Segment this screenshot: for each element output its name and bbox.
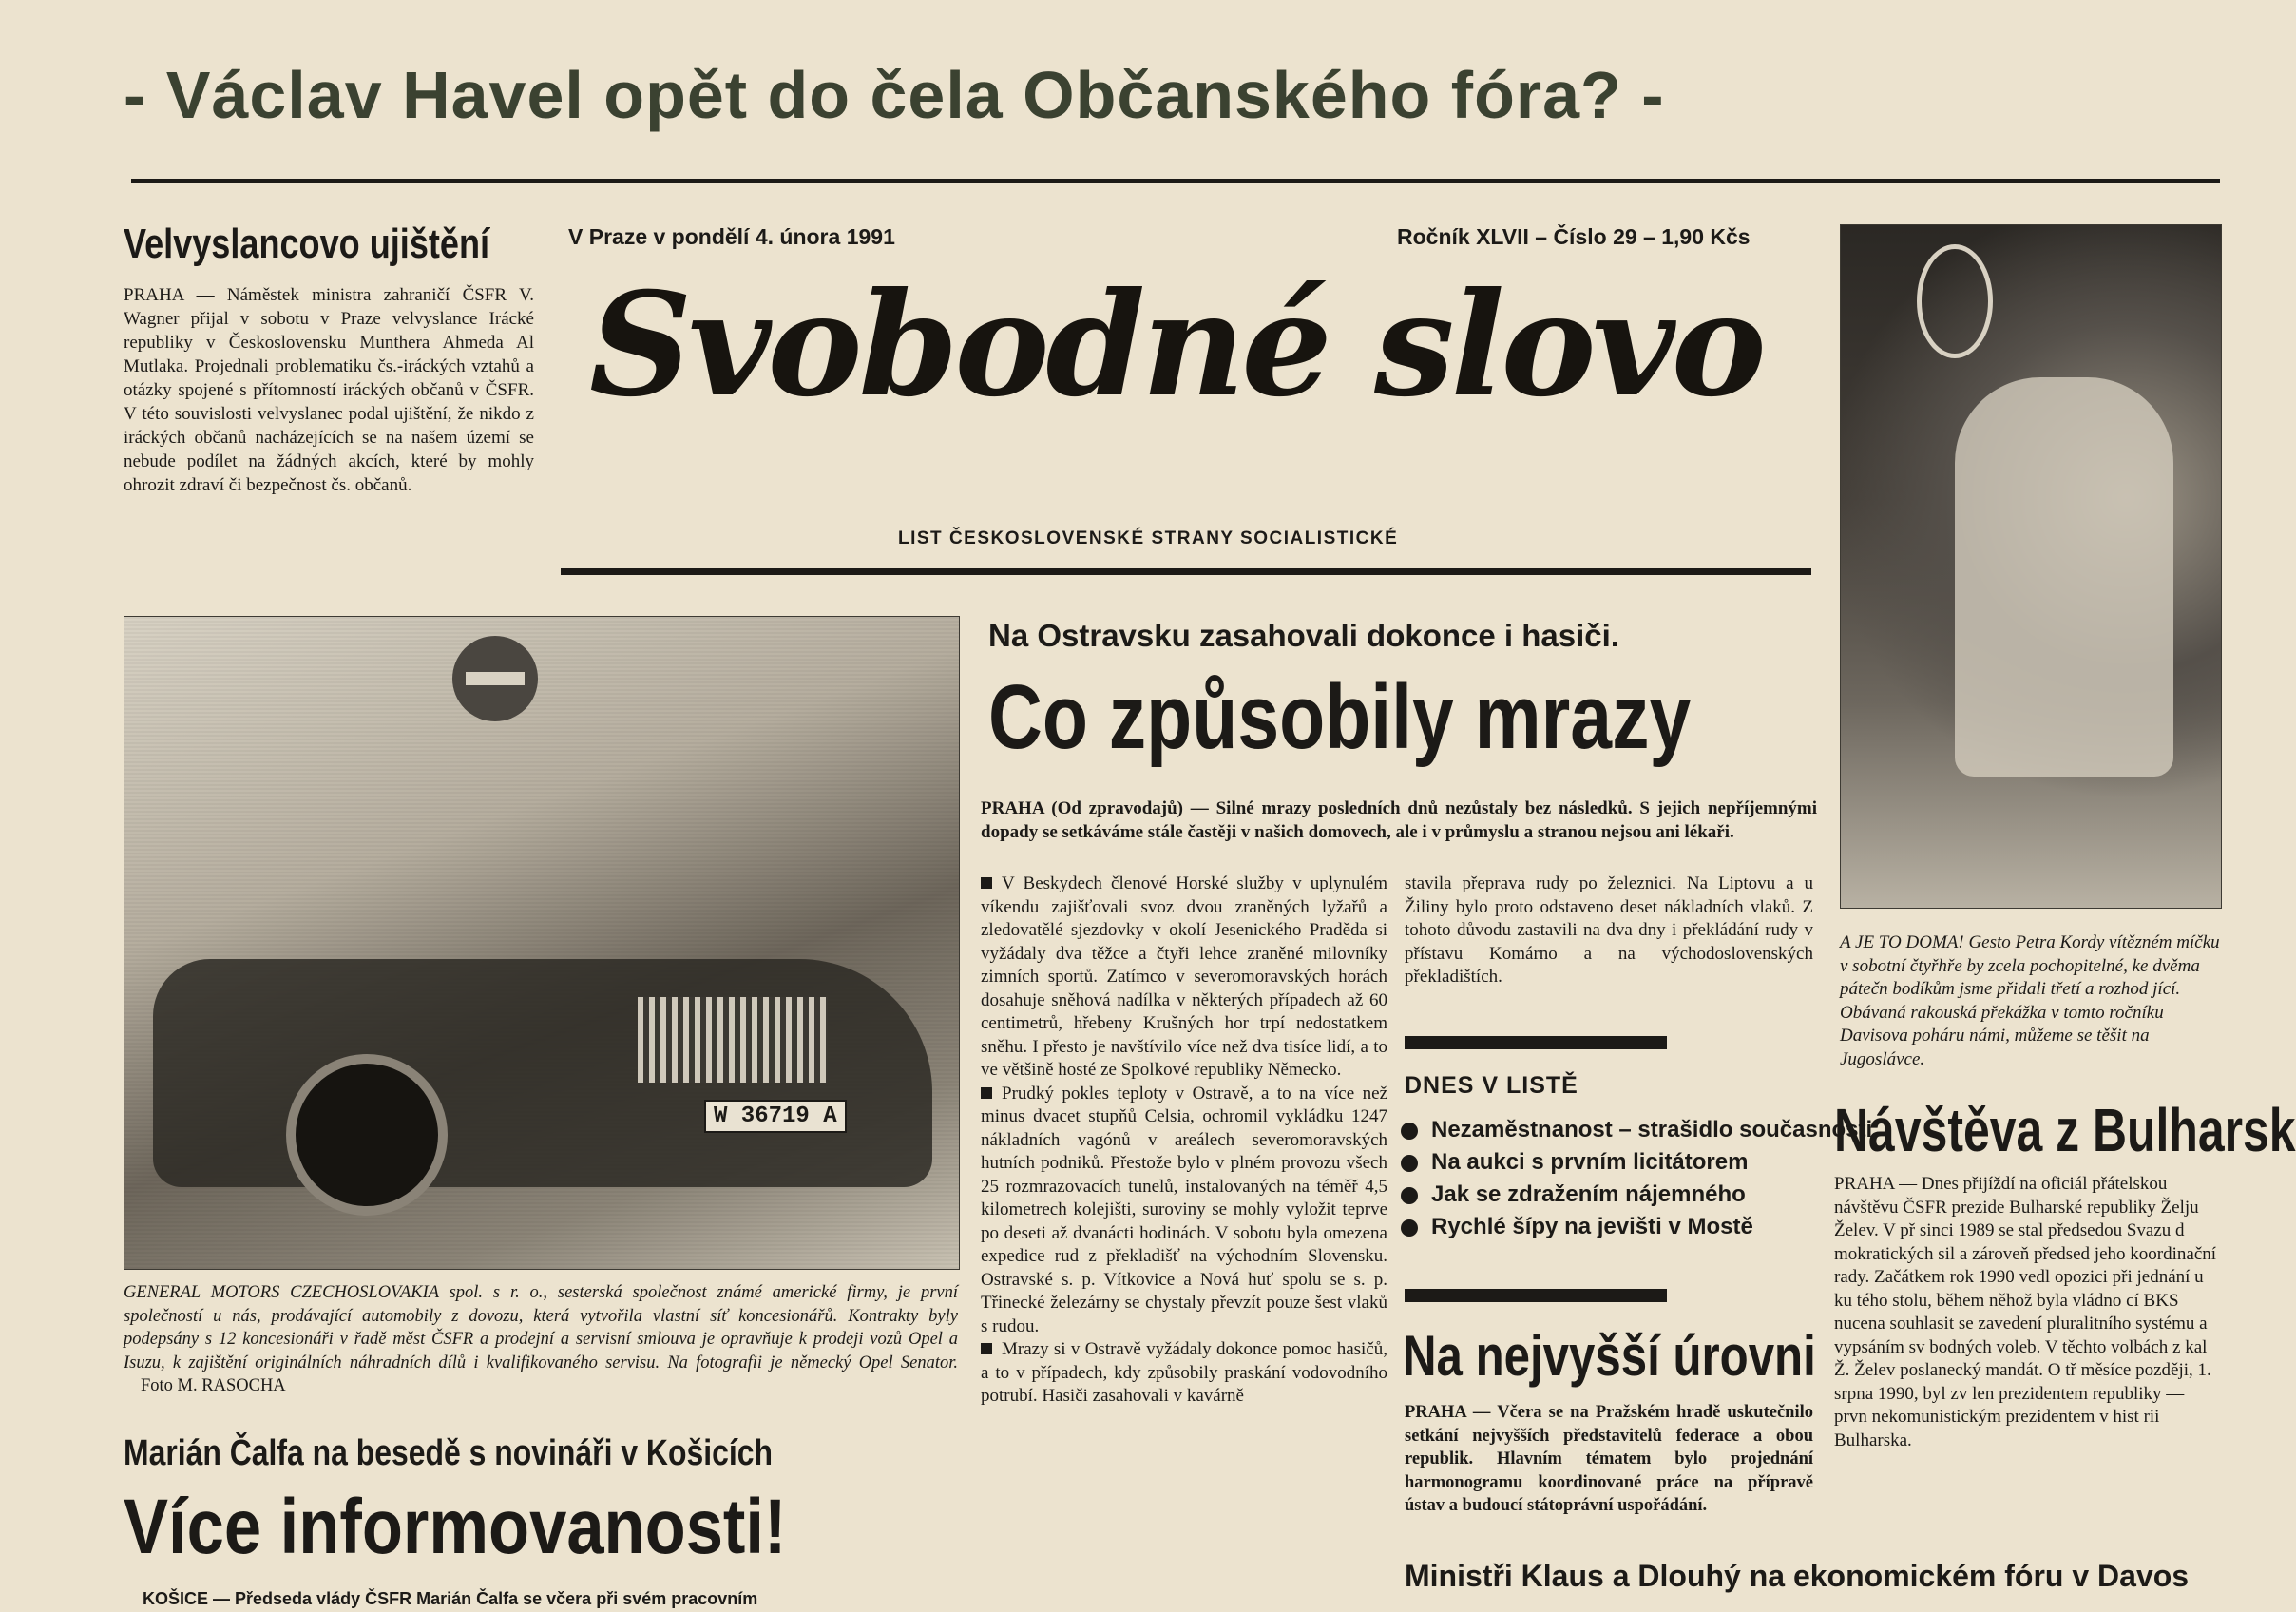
ministers-headline: Ministři Klaus a Dlouhý na ekonomickém fóru v Davos bbox=[1405, 1559, 2190, 1593]
toc-bottom-rule bbox=[1405, 1289, 1667, 1302]
bullet-icon bbox=[1401, 1187, 1418, 1204]
racket-icon bbox=[1917, 244, 1993, 358]
bullet-icon bbox=[1401, 1219, 1418, 1237]
frost-lead: PRAHA (Od zpravodajů) — Silné mrazy posledních dnů nezůstaly bez následků. S jejich nepříjemnými dopady se setkáváme stále častěji v našich domovech, ale i v průmyslu a stranou nejsou ani lékaři. bbox=[981, 798, 1817, 842]
summit-body: PRAHA — Včera se na Pražském hradě uskutečnilo setkání nejvyšších představitelů federace a obou republik. Hlavním tématem bylo projednání harmonogramu koordinované práce na přípravě ústav a budoucí státoprávní uspořádání. bbox=[1405, 1403, 1813, 1515]
frost-headline: Co způsobily mrazy bbox=[988, 666, 1692, 768]
car-caption bbox=[124, 1281, 958, 1398]
masthead-subtitle: LIST ČESKOSLOVENSKÉ STRANY SOCIALISTICKÉ bbox=[898, 528, 1399, 548]
bullet-icon bbox=[1401, 1155, 1418, 1172]
tennis-photo bbox=[1840, 224, 2222, 909]
top-headline: - Václav Havel opět do čela Občanského fóra? - bbox=[124, 58, 1665, 132]
toc-item-label: Nezaměstnanost – strašidlo současnosti bbox=[1431, 1117, 1873, 1142]
frost-paragraph: Mrazy si v Ostravě vyžádaly dokonce pomoc hasičů, a to v případech, kdy způsobily praskání vodovodního potrubí. Hasiči zasahovali v kavárně bbox=[981, 1339, 1387, 1406]
toc-item[interactable] bbox=[1401, 1211, 1872, 1243]
frost-paragraph: V Beskydech členové Horské služby v uplynulém víkendu zajišťovali svoz dvou zraněných lyžařů a zledovatělé sjezdovky v okolí Jesenického Praděda si vyžádaly dva těžce a čtyři lehce zraněné milovníky zimních sportů. Zatímco v severomoravských horách dosahuje sněhová nadílka v některých případech až 60 centimetrů, hřebeny Krušných hor trpí nedostatkem sněhu. I přesto je navštívilo více než dva tisíce lidí, a to ve většině hosté ze Spolkové republiky Německo. bbox=[981, 873, 1387, 1080]
paragraph-square-icon bbox=[981, 1087, 992, 1099]
toc-item[interactable] bbox=[1401, 1114, 1872, 1146]
no-entry-sign bbox=[452, 636, 538, 721]
player-figure bbox=[1955, 377, 2173, 777]
calfa-kicker: Marián Čalfa na besedě s novináři v Košicích bbox=[124, 1433, 773, 1473]
frost-column-2: stavila přeprava rudy po železnici. Na Liptovu a u Žiliny bylo proto odstaveno deset nákladních vlaků. Z tohoto důvodu zastavili na dva dny i překládání rudy v přístavu Komárno a na východoslovenských překladištích. bbox=[1405, 873, 1813, 987]
toc-item[interactable] bbox=[1401, 1179, 1872, 1211]
calfa-lead: KOŠICE — Předseda vlády ČSFR Marián Čalfa se včera při svém pracovním bbox=[143, 1589, 758, 1608]
toc-item-label: Jak se zdražením nájemného bbox=[1431, 1181, 1746, 1207]
paragraph-square-icon bbox=[981, 877, 992, 889]
dateline: V Praze v pondělí 4. února 1991 bbox=[568, 224, 895, 249]
bulgaria-headline: Návštěva z Bulharsk bbox=[1834, 1096, 2296, 1164]
car-caption-text: GENERAL MOTORS CZECHOSLOVAKIA spol. s r. o., sesterská společnost známé americké firmy, je první společností u nás, prodávající automobily z dovozu, která vytvořila vlastní síť koncesionářů. Kontrakty byly podepsány s 12 koncesionáři v řadě měst ČSFR a prodejní a servisní smlouva je opravňuje k prodeji vozů Opel a Isuzu, k zajištění originálních náhradních dílů i kvalifikovaného servisu. Na fotografii je německý Opel Senator. bbox=[124, 1283, 958, 1372]
toc-list bbox=[1401, 1114, 1872, 1243]
masthead-rule bbox=[561, 568, 1811, 575]
toc-title: DNES V LISTĚ bbox=[1405, 1072, 1578, 1099]
car-photo bbox=[124, 616, 960, 1270]
car-grille bbox=[638, 997, 828, 1083]
license-plate: W 36719 A bbox=[704, 1100, 847, 1133]
car-wheel bbox=[286, 1054, 448, 1216]
frost-column-1 bbox=[981, 873, 1387, 1409]
bulgaria-body: PRAHA — Dnes přijíždí na oficiál přátelskou návštěvu ČSFR prezide Bulharské republiky Želju Želev. V př sinci 1989 se stal předsedou Svazu d mokratických sil a zároveň předsed jeho koordinační rady. Začátkem rok 1990 vedl opozici při jednání u ku tého stolu, během něhož byla vládno cí BKS nucena souhlasit se zavedení pluralitního systému a vypsáním sv bodných voleb. V těchto volbách z kal Ž. Želev poslanecký mandát. O tř měsíce později, 1. srpna 1990, byl zv len prezidentem republiky — prvn nekomunistickým prezidentem v hist rii Bulharska. bbox=[1834, 1174, 2217, 1450]
bullet-icon bbox=[1401, 1123, 1418, 1140]
masthead-logo: Svobodné slovo bbox=[589, 261, 1763, 429]
summit-headline: Na nejvyšší úrovni bbox=[1403, 1324, 1816, 1388]
car-photo-credit: Foto M. RASOCHA bbox=[141, 1376, 286, 1395]
frost-kicker: Na Ostravsku zasahovali dokonce i hasiči. bbox=[988, 618, 1619, 653]
tennis-caption: A JE TO DOMA! Gesto Petra Kordy vítězném míčku v sobotní čtyřhře by zcela pochopitelné, ke dvěma pátečn bodíkům jsme přidali třetí a rozhod jící. Obávaná rakouská překážka v tomto ročníku Davisova poháru námi, můžeme se těšit na Jugoslávce. bbox=[1840, 932, 2220, 1069]
top-rule bbox=[131, 179, 2220, 183]
calfa-headline: Více informovanosti! bbox=[124, 1484, 787, 1570]
frost-paragraph: Prudký pokles teploty v Ostravě, a to na více než minus dvacet stupňů Celsia, ochromil vykládku 1247 nákladních vagónů v areálech severomoravských hutních podniků. Přestože bylo v plném provozu všech 25 rozmrazovacích tunelů, instalovaných na téměř 4,5 kilometrech kolejišti, suroviny se mohly vyložit teprve po deseti až dvanácti hodinách. V sobotu byla omezena expedice rud z překladišť na východním Slovensku. Ostravské s. p. Vítkovice a Nová huť spolu se s. p. Třinecké železárny se chystaly převzít pouze šest vlaků s rudou. bbox=[981, 1083, 1387, 1336]
toc-item-label: Rychlé šípy na jevišti v Mostě bbox=[1431, 1214, 1753, 1239]
toc-item-label: Na aukci s prvním licitátorem bbox=[1431, 1149, 1749, 1175]
ambassador-body: PRAHA — Náměstek ministra zahraničí ČSFR V. Wagner přijal v sobotu v Praze velvyslance Irácké republiky v Československu Munthera Ahmeda Al Mutlaka. Projednali problematiku čs.-iráckých vztahů a otázky spojené s přítomností iráckých občanů v ČSFR. V této souvislosti velvyslanec podal ujištění, že nikdo z iráckých občanů nacházejících se na našem území se nebude podílet na žádných akcích, které by mohly ohrozit zdraví či bezpečnost čs. občanů. bbox=[124, 285, 534, 495]
toc-item[interactable] bbox=[1401, 1146, 1872, 1179]
toc-top-rule bbox=[1405, 1036, 1667, 1049]
ambassador-headline: Velvyslancovo ujištění bbox=[124, 221, 490, 267]
paragraph-square-icon bbox=[981, 1343, 992, 1354]
issue-info: Ročník XLVII – Číslo 29 – 1,90 Kčs bbox=[1397, 224, 1751, 249]
